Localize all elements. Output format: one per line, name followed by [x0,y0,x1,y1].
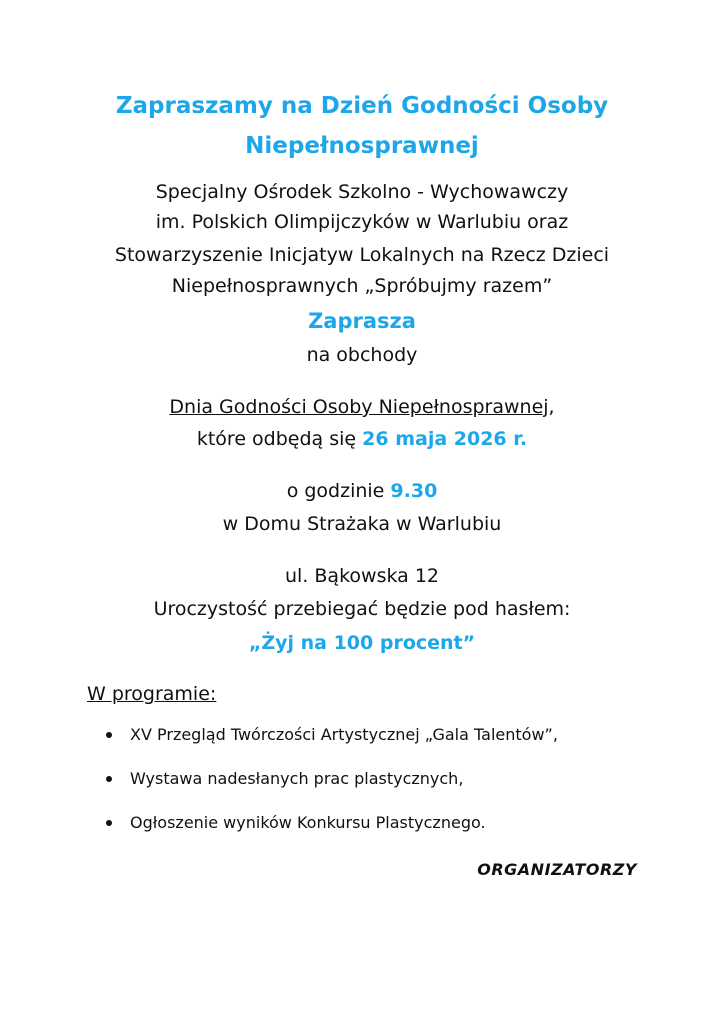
list-item [104,724,664,746]
program-item-3: Ogłoszenie wyników Konkursu Plastycznego. [130,813,486,832]
event-street: ul. Bąkowska 12 [285,565,439,587]
list-item [104,768,664,790]
event-name-line [0,392,724,422]
organizer-line-3: Stowarzyszenie Inicjatyw Lokalnych na Rzecz Dzieci [114,244,610,266]
event-time-prefix: o godzinie [286,480,391,502]
event-date-line [0,424,724,454]
event-date-prefix: które odbędą się [196,428,363,450]
list-item [104,812,664,834]
event-time-line [0,476,724,506]
organizer-line-1: Specjalny Ośrodek Szkolno - Wychowawczy [155,181,569,203]
invite-word: Zaprasza [308,309,416,333]
bullet-icon [106,820,112,826]
program-item-2: Wystawa nadesłanych prac plastycznych, [130,769,464,788]
motto-intro: Uroczystość przebiegać będzie pod hasłem: [153,598,571,620]
event-date: 26 maja 2026 r. [362,428,528,450]
motto-text: „Żyj na 100 procent” [248,632,476,654]
event-name-suffix: , [548,396,555,418]
event-venue: w Domu Strażaka w Warlubiu [222,513,502,535]
signature: ORGANIZATORZY [477,860,637,879]
program-list [104,724,664,856]
page-title-line-2: Niepełnosprawnej [245,133,479,159]
event-time: 9.30 [390,480,438,502]
organizer-line-2: im. Polskich Olimpijczyków w Warlubiu oraz [155,211,569,233]
program-heading: W programie: [87,683,217,705]
organizer-line-4: Niepełnosprawnych „Spróbujmy razem” [171,275,553,297]
program-item-1: XV Przegląd Twórczości Artystycznej „Gala Talentów”, [130,725,558,744]
page-title-line-1: Zapraszamy na Dzień Godności Osoby [115,93,609,119]
bullet-icon [106,776,112,782]
bullet-icon [106,732,112,738]
invite-line: na obchody [306,344,418,366]
event-name: Dnia Godności Osoby Niepełnosprawnej [169,396,549,418]
